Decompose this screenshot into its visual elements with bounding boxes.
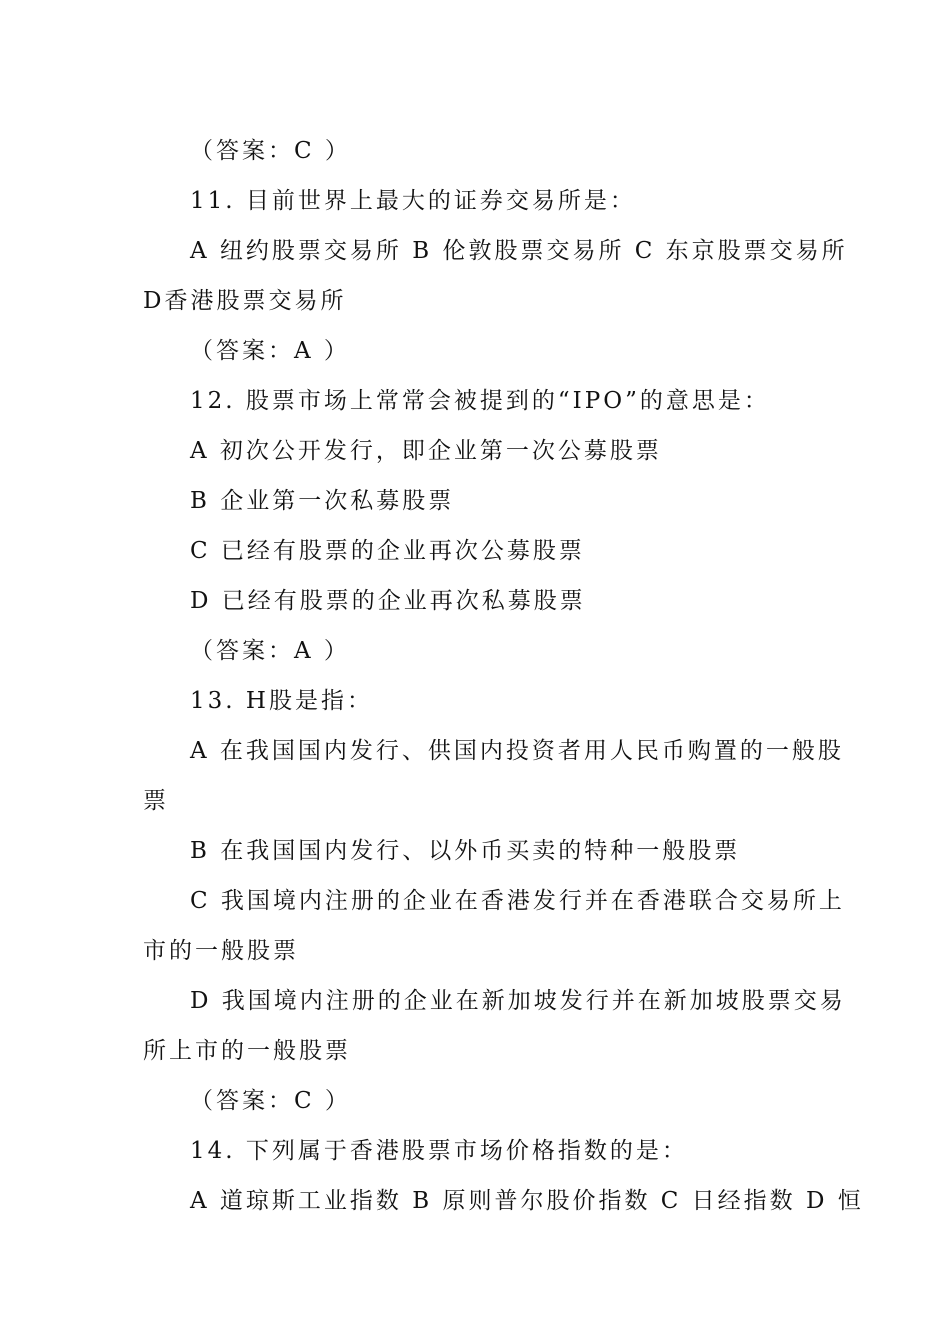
question-12-option-d: D 已经有股票的企业再次私募股票	[190, 588, 586, 614]
question-13-option-d: D 我国境内注册的企业在新加坡发行并在新加坡股票交易	[190, 988, 846, 1014]
answer-10: （答案：C ）	[190, 138, 351, 164]
question-13-option-c-cont: 市的一般股票	[143, 938, 299, 964]
question-13-option-c: C 我国境内注册的企业在香港发行并在香港联合交易所上	[190, 888, 845, 914]
question-11-options: A 纽约股票交易所 B 伦敦股票交易所 C 东京股票交易所	[190, 238, 848, 264]
question-13-option-d-cont: 所上市的一般股票	[143, 1038, 351, 1064]
question-13: 13. H股是指：	[190, 688, 373, 714]
question-13-option-b: B 在我国国内发行、以外币买卖的特种一般股票	[190, 838, 741, 864]
question-13-option-a: A 在我国国内发行、供国内投资者用人民币购置的一般股	[190, 738, 844, 764]
answer-12: （答案：A ）	[190, 638, 350, 664]
question-14-options: A 道琼斯工业指数 B 原则普尔股价指数 C 日经指数 D 恒	[190, 1188, 864, 1214]
answer-13: （答案：C ）	[190, 1088, 351, 1114]
question-14: 14. 下列属于香港股票市场价格指数的是：	[190, 1138, 688, 1164]
question-12: 12. 股票市场上常常会被提到的“IPO”的意思是：	[190, 388, 770, 414]
answer-11: （答案：A ）	[190, 338, 350, 364]
question-13-option-a-cont: 票	[143, 788, 169, 814]
question-12-option-c: C 已经有股票的企业再次公募股票	[190, 538, 585, 564]
question-12-option-b: B 企业第一次私募股票	[190, 488, 455, 514]
question-12-option-a: A 初次公开发行，即企业第一次公募股票	[190, 438, 662, 464]
question-11: 11. 目前世界上最大的证券交易所是：	[190, 188, 636, 214]
question-11-option-d: D香港股票交易所	[143, 288, 347, 314]
